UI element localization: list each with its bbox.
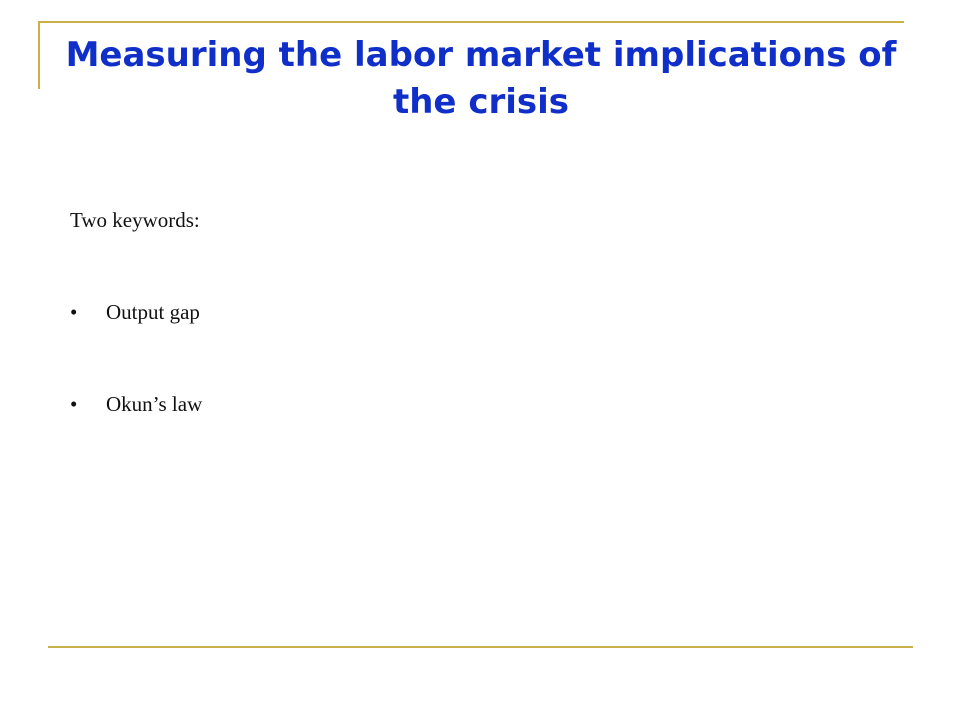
- bullet-text: Output gap: [106, 300, 200, 324]
- bullet-item: [70, 392, 202, 416]
- bullet-item: [70, 300, 200, 324]
- bullet-marker: •: [70, 392, 78, 416]
- top-rule: [38, 21, 904, 23]
- slide-title: Measuring the labor market implications of the crisis: [65, 35, 897, 122]
- intro-text: Two keywords:: [70, 208, 200, 232]
- bullet-marker: •: [70, 300, 78, 324]
- bullet-text: Okun’s law: [106, 392, 203, 416]
- bottom-rule: [48, 646, 913, 648]
